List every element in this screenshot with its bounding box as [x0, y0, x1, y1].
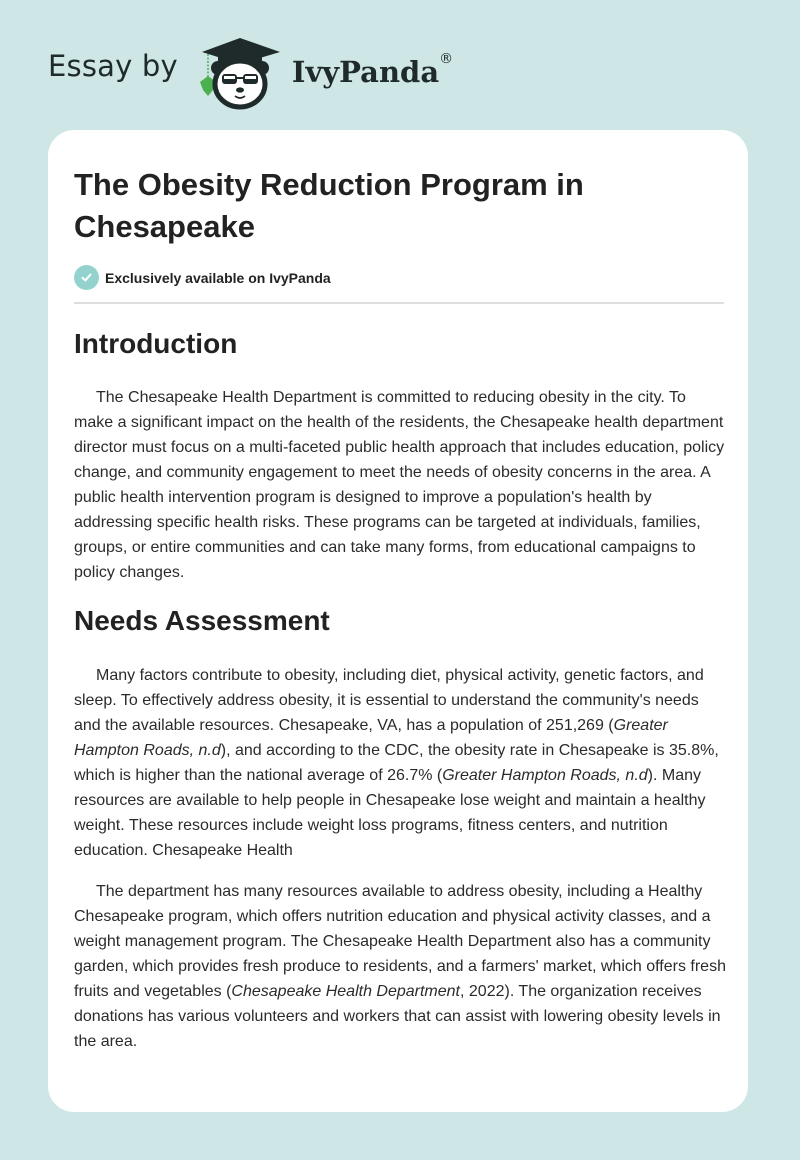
panda-graduation-cap-icon — [194, 34, 286, 110]
exclusive-badge-label: Exclusively available on IvyPanda — [105, 269, 331, 286]
paragraph-text: , 2022). The organization receives donations has various volunteers and workers that can assist with lowering obesity levels in the area. — [74, 983, 721, 1050]
site-header — [48, 36, 453, 108]
paragraph-text: ), and according to the CDC, the obesity rate in Chesapeake is 35.8%, which is higher than the national average of 26.7% ( — [74, 742, 719, 784]
paragraph-text: The Chesapeake Health Department is committed to reducing obesity in the city. To make a significant impact on the health of the residents, the Chesapeake health department director must focus on a multi-faceted public health approach that includes education, policy change, and community engagement to meet the needs of obesity concerns in the area. A public health intervention program is designed to improve a population's health by addressing specific health risks. These programs can be targeted at individuals, families, groups, or entire communities and can take many forms, from educational campaigns to policy changes. — [74, 389, 725, 581]
check-circle-icon — [74, 265, 99, 290]
essay-card — [48, 130, 748, 1112]
citation: Chesapeake Health Department — [231, 983, 460, 1000]
essay-by-label: Essay by — [48, 49, 178, 83]
paragraph — [74, 385, 726, 585]
paragraph — [74, 879, 726, 1054]
section-heading-introduction: Introduction — [74, 328, 238, 359]
title-divider — [74, 302, 724, 304]
paragraph-text: The department has many resources available to address obesity, including a Healthy Chesapeake program, which offers nutrition education and physical activity classes, and a weight management program. The Chesapeake Health Department also has a community garden, which provides fresh produce to residents, and a farmers' market, which offers fresh fruits and vegetables ( — [74, 883, 726, 1000]
brand-name[interactable]: IvyPanda® — [291, 51, 454, 89]
paragraph-text: ). Many resources are available to help people in Chesapeake lose weight and maintain a healthy weight. These resources include weight loss programs, fitness centers, and nutrition education. Chesapeake Health — [74, 767, 706, 859]
citation: Greater Hampton Roads, n.d — [74, 717, 668, 759]
section-heading-needs-assessment: Needs Assessment — [74, 605, 330, 636]
citation: Greater Hampton Roads, n.d — [442, 767, 648, 784]
essay-title: The Obesity Reduction Program in Chesapeake — [74, 167, 584, 244]
exclusive-badge — [74, 265, 331, 290]
paragraph — [74, 663, 726, 863]
paragraph-text: Many factors contribute to obesity, including diet, physical activity, genetic factors, and sleep. To effectively address obesity, it is essential to understand the community's needs and the available resources. Chesapeake, VA, has a population of 251,269 ( — [74, 667, 704, 734]
registered-mark: ® — [439, 51, 454, 67]
